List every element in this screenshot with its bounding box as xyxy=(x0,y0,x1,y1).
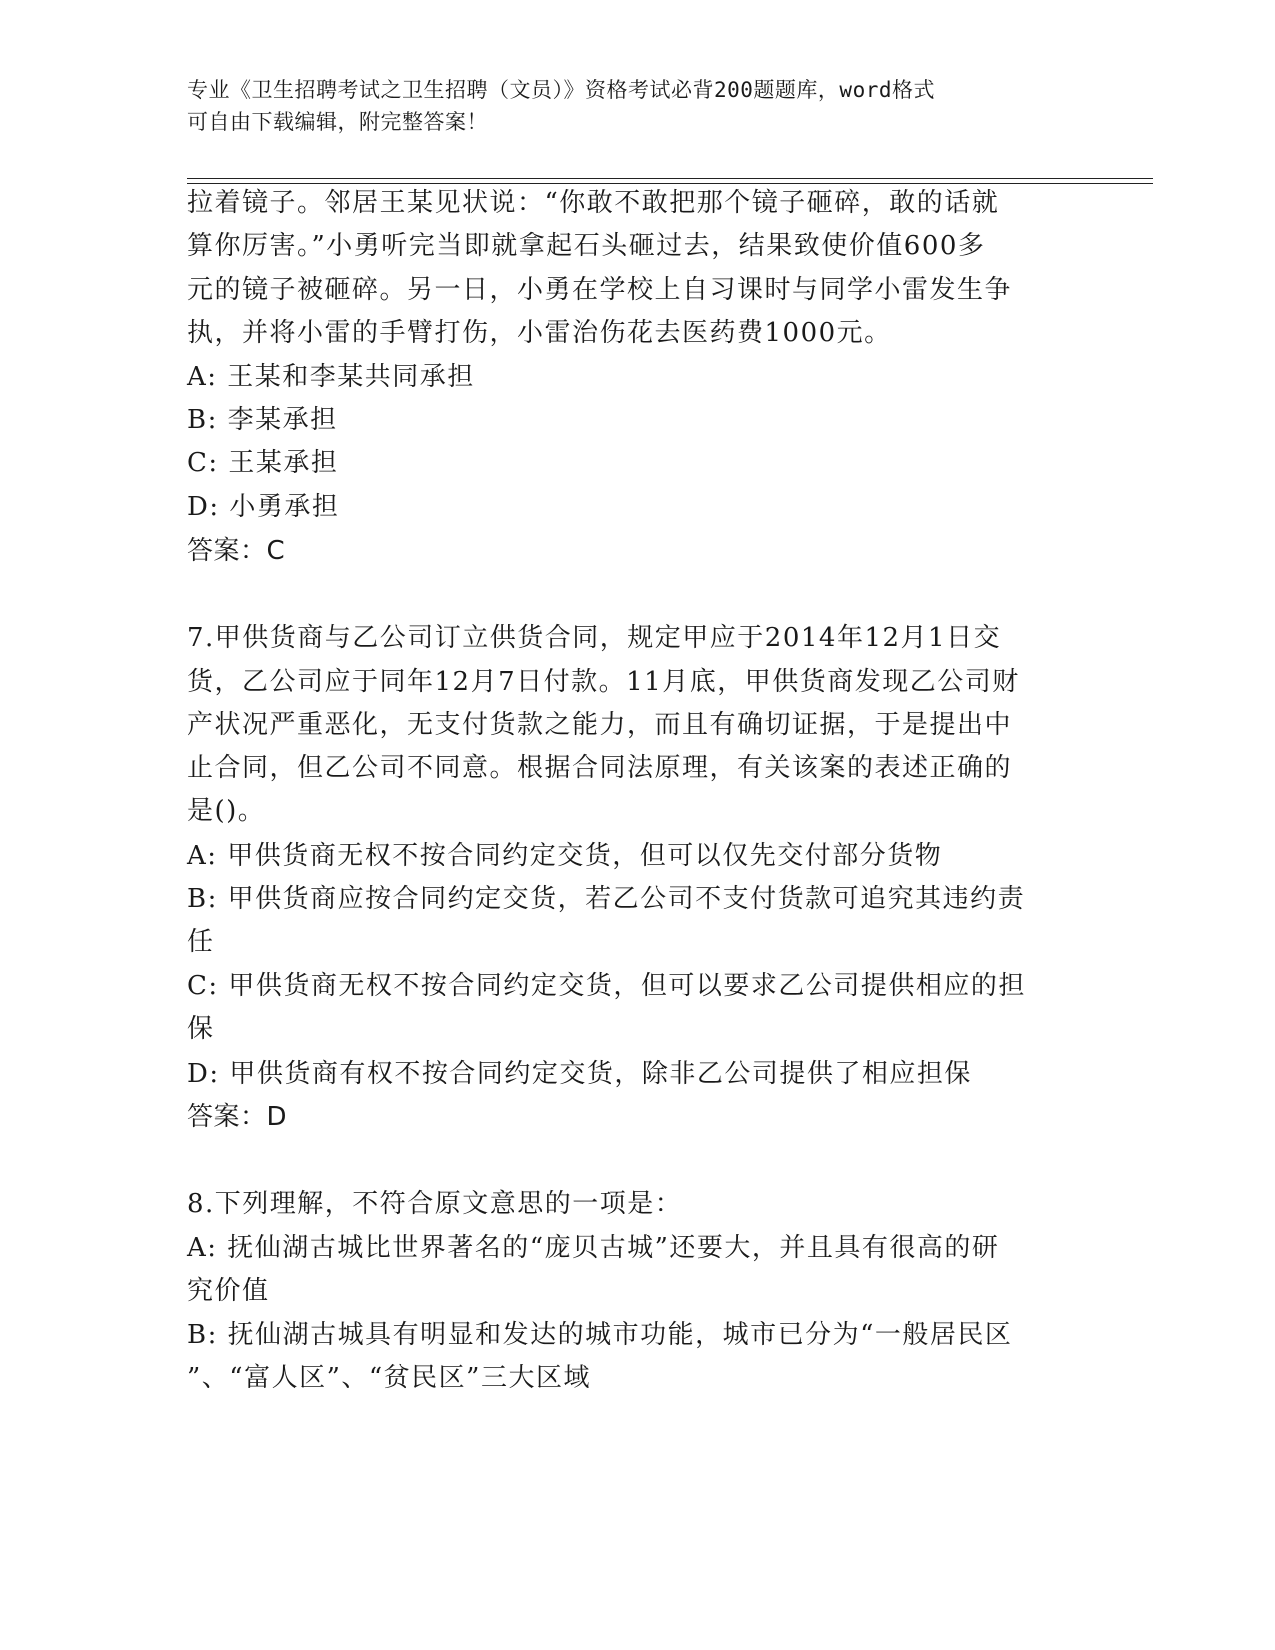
question-6-stem-line-1: 拉着镜子。邻居王某见状说：“你敢不敢把那个镜子砸碎，敢的话就 xyxy=(187,188,1000,218)
question-7-option-b: B: 甲供货商应按合同约定交货，若乙公司不支付货款可追究其违约责 xyxy=(187,884,1026,914)
question-7-option-a: A: 甲供货商无权不按合同约定交货，但可以仅先交付部分货物 xyxy=(187,841,943,871)
question-7-stem-line-1: 7.甲供货商与乙公司订立供货合同，规定甲应于2014年12月1日交 xyxy=(187,623,1002,653)
question-6-stem-line-3: 元的镜子被砸碎。另一日，小勇在学校上自习课时与同学小雷发生争 xyxy=(187,275,1013,305)
question-8-option-a: A: 抚仙湖古城比世界著名的“庞贝古城”还要大，并且具有很高的研 xyxy=(187,1233,1000,1263)
question-7-option-c: C: 甲供货商无权不按合同约定交货，但可以要求乙公司提供相应的担 xyxy=(187,971,1026,1001)
question-6-stem-line-2: 算你厉害。”小勇听完当即就拿起石头砸过去，结果致使价值600多 xyxy=(187,231,986,261)
question-7-stem-line-5: 是()。 xyxy=(187,796,266,826)
question-6-stem-line-4: 执，并将小雷的手臂打伤，小雷治伤花去医药费1000元。 xyxy=(187,318,892,348)
document-header xyxy=(187,74,1087,138)
question-7-option-d: D: 甲供货商有权不按合同约定交货，除非乙公司提供了相应担保 xyxy=(187,1059,972,1089)
question-6-option-a: A: 王某和李某共同承担 xyxy=(187,362,475,392)
question-6-option-b: B: 李某承担 xyxy=(187,405,338,435)
header-title-line-1: 专业《卫生招聘考试之卫生招聘（文员）》资格考试必背200题题库，word格式 xyxy=(187,78,935,102)
question-7-option-b-cont: 任 xyxy=(187,927,215,957)
question-6-option-c: C: 王某承担 xyxy=(187,448,339,478)
question-6-answer: 答案：C xyxy=(187,536,286,566)
question-7-option-c-cont: 保 xyxy=(187,1014,215,1044)
question-7-stem-line-4: 止合同，但乙公司不同意。根据合同法原理，有关该案的表述正确的 xyxy=(187,753,1013,783)
question-7-stem-line-2: 货，乙公司应于同年12月7日付款。11月底，甲供货商发现乙公司财 xyxy=(187,667,1020,697)
header-title-line-2: 可自由下载编辑，附完整答案！ xyxy=(187,110,488,134)
question-8-option-a-cont: 究价值 xyxy=(187,1276,270,1306)
question-8-option-b-cont: ”、“富人区”、“贫民区”三大区域 xyxy=(187,1363,591,1393)
question-7-stem-line-3: 产状况严重恶化，无支付货款之能力，而且有确切证据，于是提出中 xyxy=(187,710,1013,740)
question-7-answer: 答案：D xyxy=(187,1102,288,1132)
question-8-option-b: B: 抚仙湖古城具有明显和发达的城市功能，城市已分为“一般居民区 xyxy=(187,1320,1013,1350)
question-6-option-d: D: 小勇承担 xyxy=(187,492,340,522)
header-divider-bottom xyxy=(187,183,1153,184)
header-divider-top xyxy=(187,178,1153,179)
question-8-stem-line-1: 8.下列理解，不符合原文意思的一项是： xyxy=(187,1189,683,1219)
